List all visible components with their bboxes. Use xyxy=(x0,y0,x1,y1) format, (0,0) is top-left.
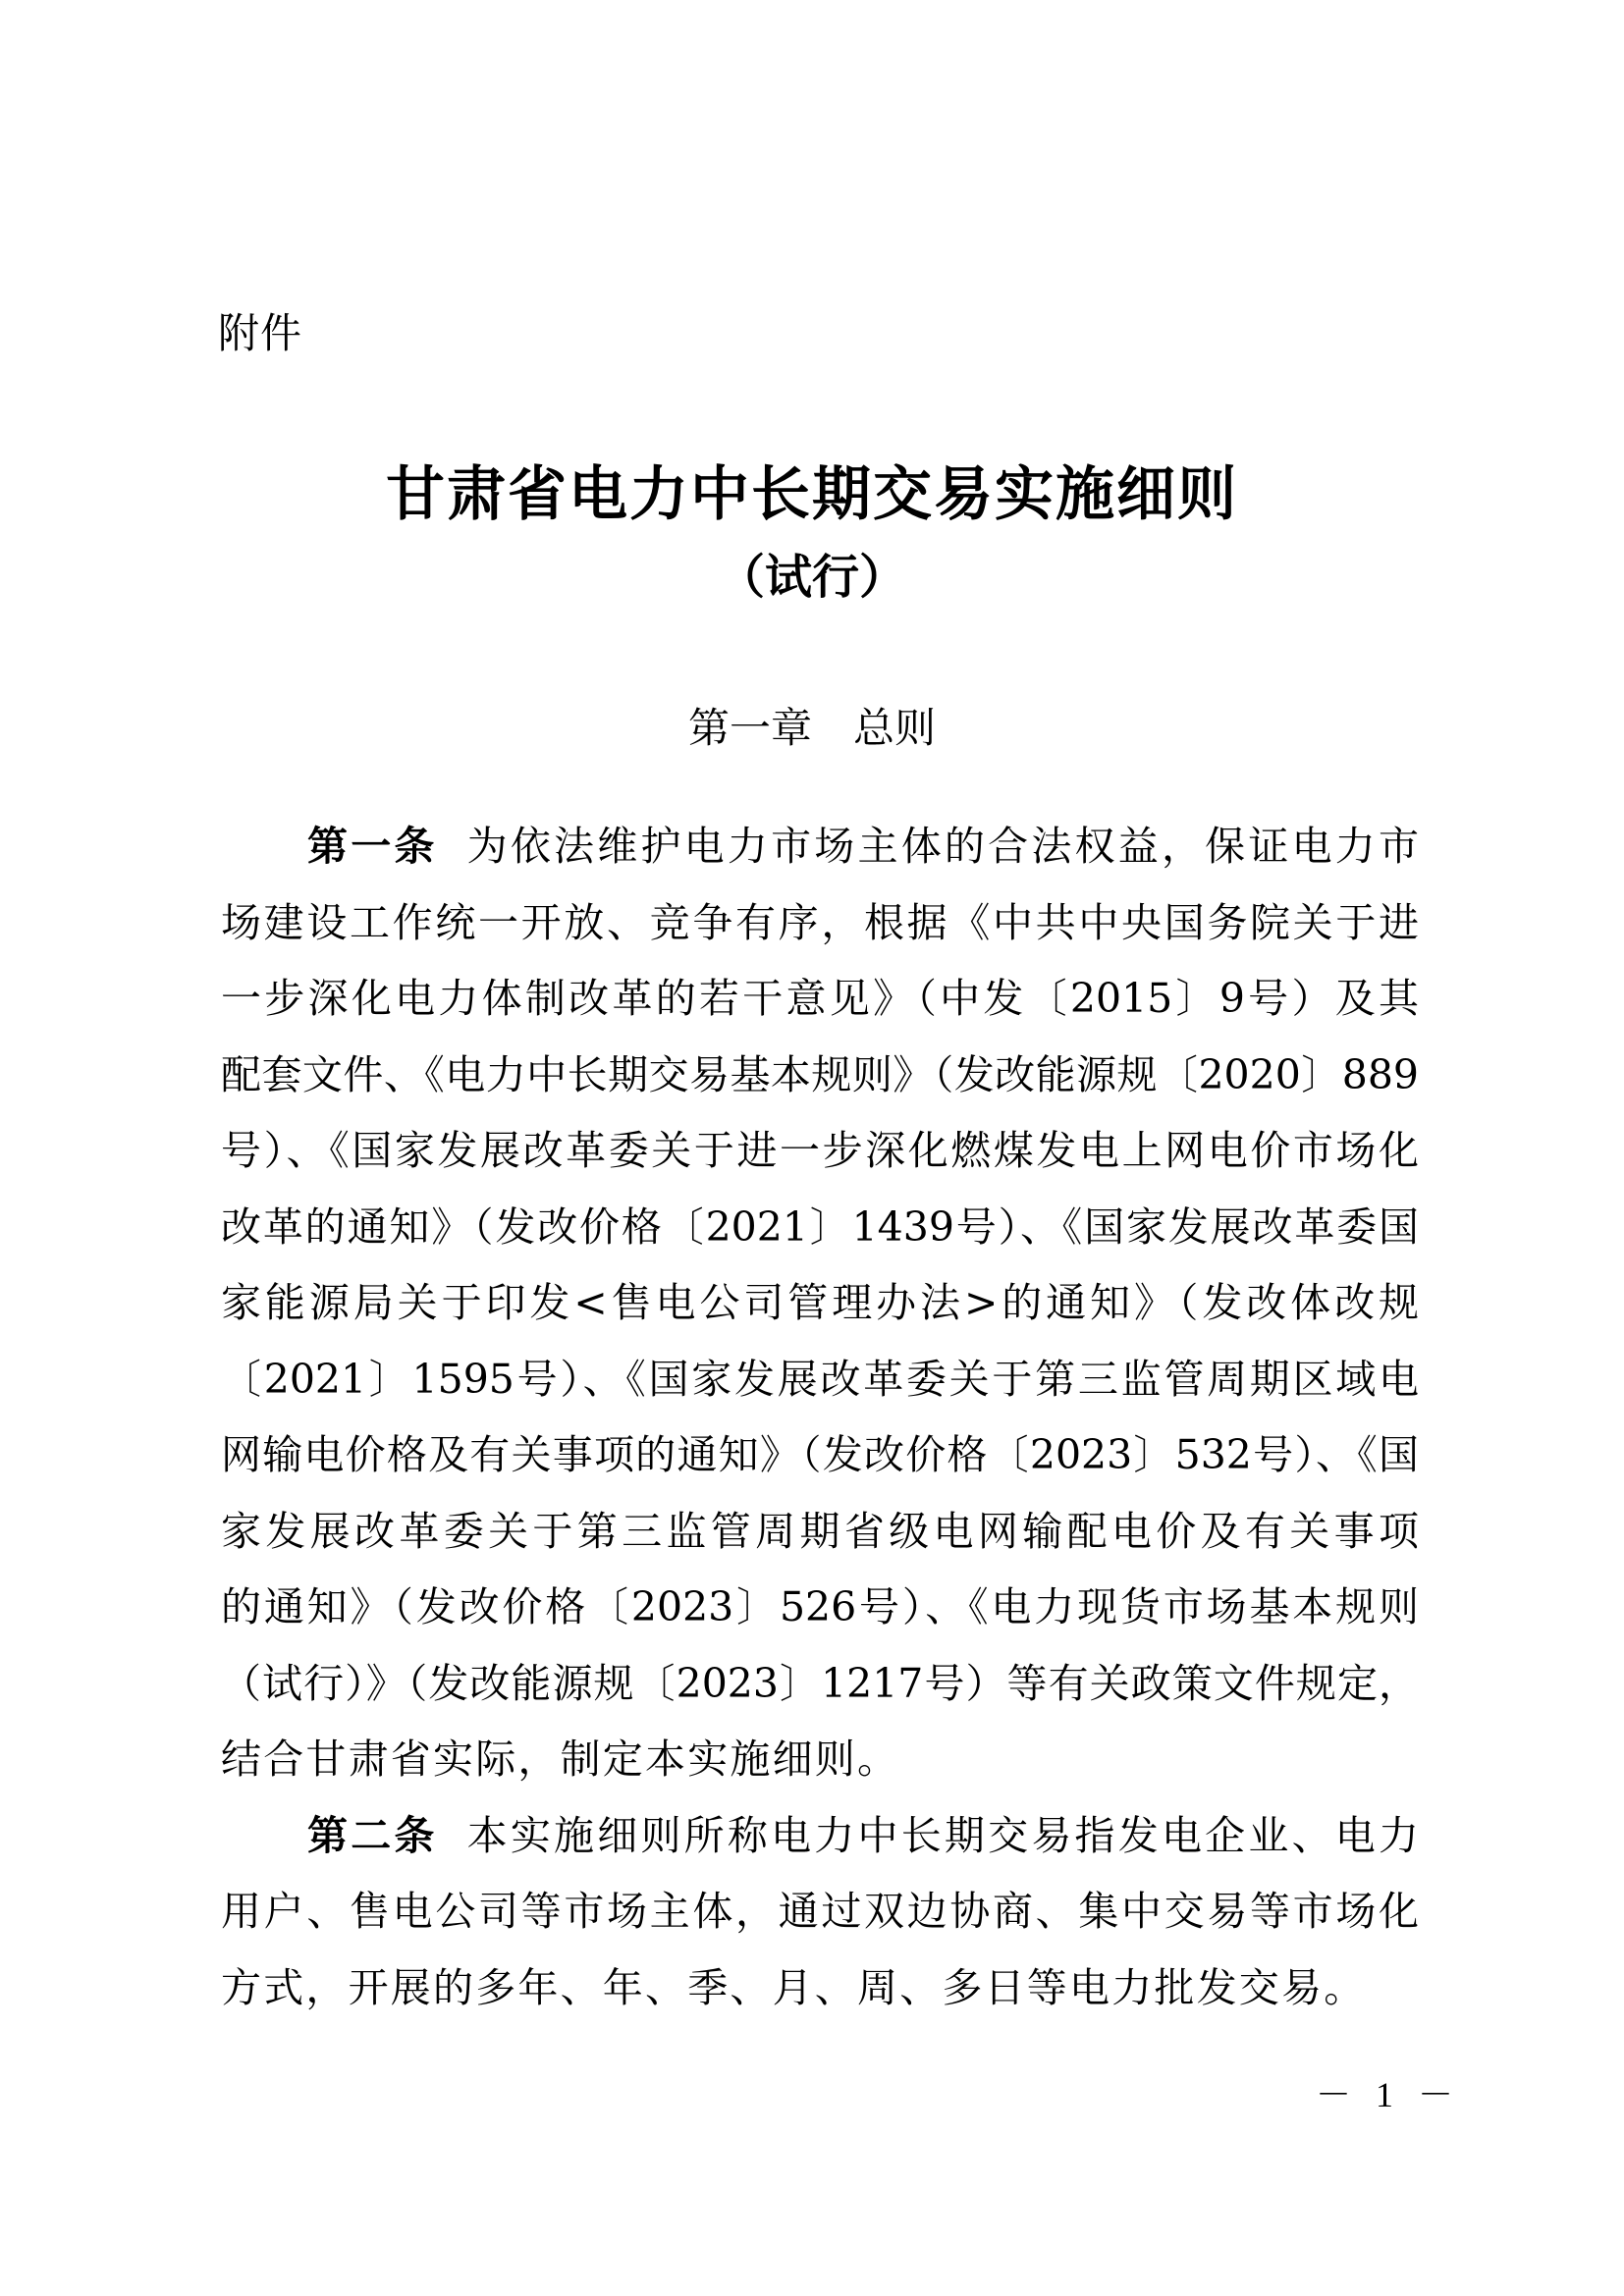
article-line: 改革的通知》（发改价格〔2021〕1439号）、《国家发展改革委国 xyxy=(221,1202,1419,1251)
page-number: － 1 － xyxy=(1316,2075,1462,2114)
article-line: 家发展改革委关于第三监管周期省级电网输配电价及有关事项 xyxy=(221,1507,1419,1555)
article-line: 用户、售电公司等市场主体，通过双边协商、集中交易等市场化 xyxy=(221,1888,1419,1935)
article-text: 本实施细则所称电力中长期交易指发电企业、电力 xyxy=(466,1811,1419,1859)
document-title: 甘肃省电力中长期交易实施细则 xyxy=(386,460,1238,529)
article-text: 为依法维护电力市场主体的合法权益，保证电力市 xyxy=(466,823,1419,870)
chapter-number: 第一章 xyxy=(687,704,812,752)
article-line: 场建设工作统一开放、竞争有序，根据《中共中央国务院关于进 xyxy=(221,898,1419,946)
article-line: 〔2021〕1595号）、《国家发展改革委关于第三监管周期区域电 xyxy=(221,1355,1419,1403)
article-line: 家能源局关于印发<售电公司管理办法>的通知》（发改体改规 xyxy=(221,1279,1419,1326)
article-line: 方式，开展的多年、年、季、月、周、多日等电力批发交易。 xyxy=(221,1963,1367,2011)
article-line: 配套文件、《电力中长期交易基本规则》（发改能源规〔2020〕889 xyxy=(221,1050,1419,1098)
article-line xyxy=(221,815,1419,891)
article-line: 的通知》（发改价格〔2023〕526号）、《电力现货市场基本规则 xyxy=(221,1583,1419,1630)
article-label: 第二条 xyxy=(307,1811,438,1859)
article-line: 网输电价格及有关事项的通知》（发改价格〔2023〕532号）、《国 xyxy=(221,1431,1419,1478)
article-line: 结合甘肃省实际，制定本实施细则。 xyxy=(221,1735,900,1783)
document-body xyxy=(221,815,1419,2032)
article-1 xyxy=(221,815,1419,1804)
article-line: 一步深化电力体制改革的若干意见》（中发〔2015〕9号）及其 xyxy=(221,975,1419,1022)
article-label: 第一条 xyxy=(307,823,438,870)
article-line: （试行）》（发改能源规〔2023〕1217号）等有关政策文件规定， xyxy=(221,1659,1419,1707)
chapter-name: 总则 xyxy=(853,704,937,752)
article-2 xyxy=(221,1804,1419,2033)
article-line: 号）、《国家发展改革委关于进一步深化燃煤发电上网电价市场化 xyxy=(221,1127,1419,1174)
chapter-heading xyxy=(0,701,1624,756)
attachment-label: 附件 xyxy=(218,309,303,357)
document-subtitle: （试行） xyxy=(717,550,906,605)
article-line xyxy=(221,1804,1419,1881)
